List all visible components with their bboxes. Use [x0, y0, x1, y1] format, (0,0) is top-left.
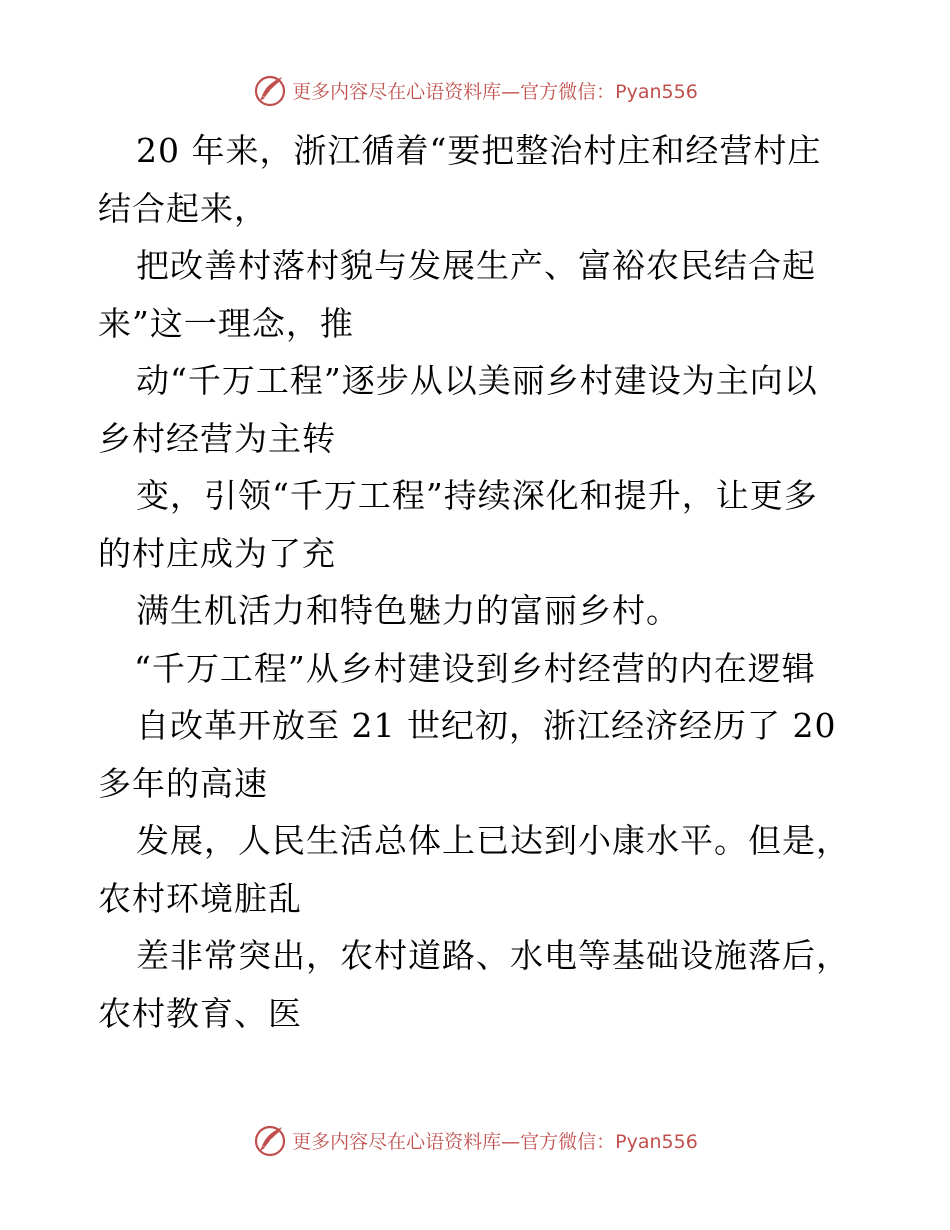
pen-logo-icon: [252, 72, 288, 108]
body-line: 动“千万工程”逐步从以美丽乡村建设为主向以: [136, 361, 818, 400]
body-line: 乡村经营为主转: [98, 418, 336, 458]
body-line: 把改善村落村貌与发展生产、富裕农民结合起: [136, 246, 816, 285]
footer-site-text: 更多内容尽在心语资料库: [292, 1130, 502, 1153]
body-line: 满生机活力和特色魅力的富丽乡村。: [136, 591, 680, 630]
body-line: 变，引领“千万工程”持续深化和提升，让更多: [136, 476, 818, 515]
header-separator: —: [501, 80, 521, 103]
body-line: 农村教育、医: [98, 993, 302, 1033]
pen-logo-icon: [252, 1122, 288, 1158]
body-line: 的村庄成为了充: [98, 533, 336, 573]
body-line: 多年的高速: [98, 763, 268, 803]
document-body: [98, 122, 858, 1042]
body-line: 结合起来，: [98, 188, 268, 228]
body-line: 差非常突出，农村道路、水电等基础设施落后，: [136, 936, 850, 975]
body-line: 农村环境脏乱: [98, 878, 302, 918]
footer-wechat-text: 官方微信：Pyan556: [520, 1130, 698, 1153]
body-line: 20 年来，浙江循着“要把整治村庄和经营村庄: [136, 131, 822, 170]
header-banner: [0, 70, 950, 110]
footer-banner: [0, 1120, 950, 1160]
header-banner-text: [292, 77, 698, 104]
header-wechat-text: 官方微信：Pyan556: [520, 80, 698, 103]
body-line: 来”这一理念，推: [98, 303, 354, 343]
footer-banner-text: [292, 1127, 698, 1154]
footer-separator: —: [501, 1130, 521, 1153]
body-line: 自改革开放至 21 世纪初，浙江经济经历了 20: [136, 706, 837, 745]
section-heading: “千万工程”从乡村建设到乡村经营的内在逻辑: [134, 648, 816, 688]
header-site-text: 更多内容尽在心语资料库: [292, 80, 502, 103]
body-line: 发展，人民生活总体上已达到小康水平。但是，: [136, 821, 850, 860]
